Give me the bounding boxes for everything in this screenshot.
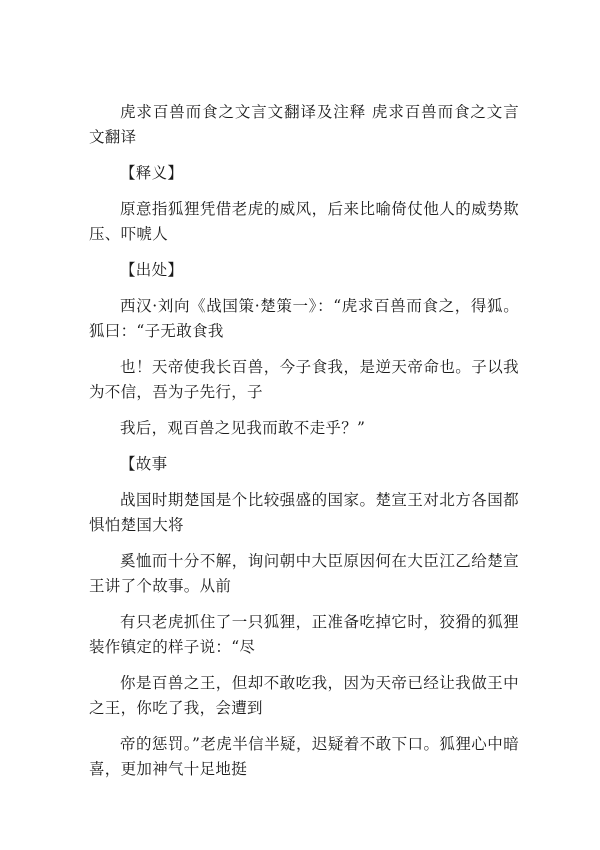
- story-paragraph-1: 战国时期楚国是个比较强盛的国家。楚宣王对北方各国都惧怕楚国大将: [89, 491, 519, 534]
- source-paragraph-1: 西汉·刘向《战国策·楚策一》：“虎求百兽而食之，得狐。狐曰：“子无敢食我: [89, 297, 519, 340]
- document-page: [89, 100, 519, 793]
- definition-paragraph: 原意指狐狸凭借老虎的威风，后来比喻倚仗他人的威势欺压、吓唬人: [89, 200, 519, 243]
- section-heading-source: 【出处】: [120, 261, 184, 279]
- story-paragraph-4: 你是百兽之王，但却不敢吃我，因为天帝已经让我做王中之王，你吃了我，会遭到: [89, 674, 519, 717]
- source-paragraph-3: 我后，观百兽之见我而敢不走乎？”: [120, 419, 366, 437]
- source-paragraph-2: 也！天帝使我长百兽，今子食我，是逆天帝命也。子以我为不信，吾为子先行，子: [89, 358, 519, 401]
- story-paragraph-2: 奚恤而十分不解，询问朝中大臣原因何在大臣江乙给楚宣王讲了个故事。从前: [89, 552, 519, 595]
- section-heading-story: 【故事: [120, 455, 168, 473]
- document-title: 虎求百兽而食之文言文翻译及注释 虎求百兽而食之文言文翻译: [89, 103, 519, 146]
- story-paragraph-5: 帝的惩罚。”老虎半信半疑，迟疑着不敢下口。狐狸心中暗喜，更加神气十足地挺: [89, 735, 519, 778]
- section-heading-definition: 【释义】: [120, 164, 184, 182]
- story-paragraph-3: 有只老虎抓住了一只狐狸，正准备吃掉它时，狡猾的狐狸装作镇定的样子说：“尽: [89, 613, 519, 656]
